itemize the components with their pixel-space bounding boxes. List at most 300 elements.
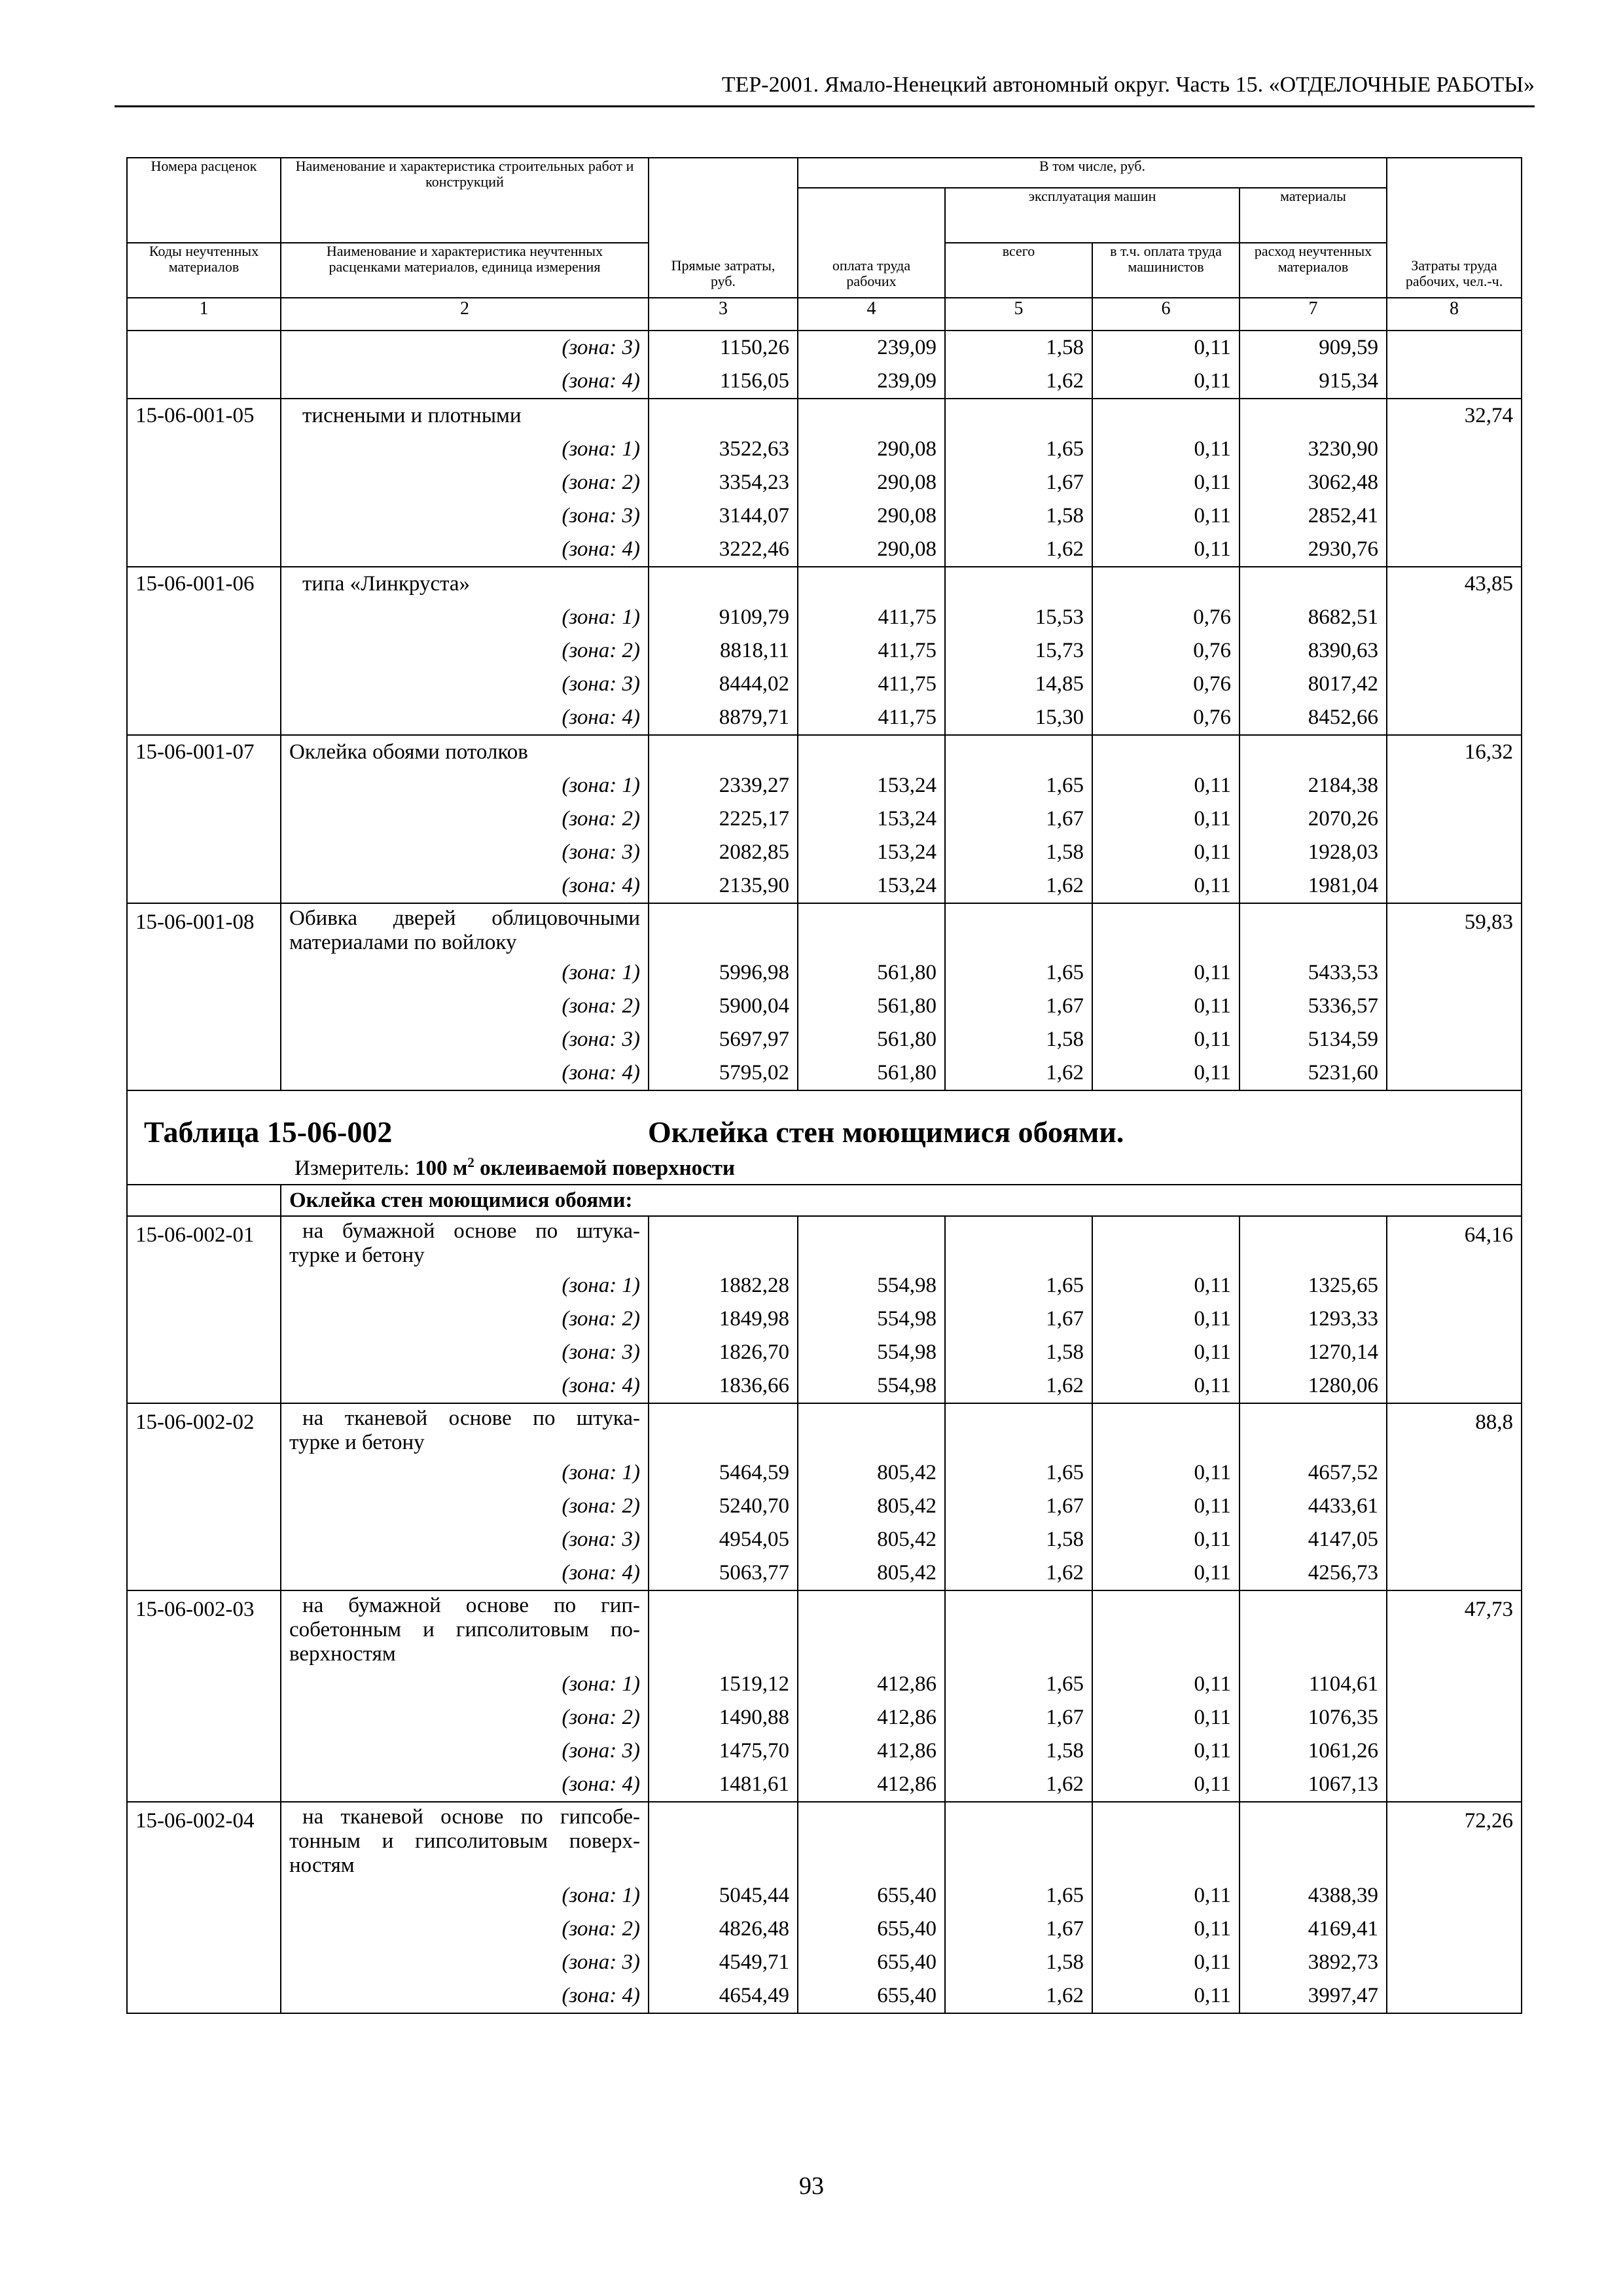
empty-cell bbox=[649, 567, 798, 601]
labor-pay-cell: 655,40 bbox=[798, 1879, 945, 1912]
machinist-pay-cell: 0,11 bbox=[1092, 990, 1240, 1023]
direct-cost-cell: 5464,59 bbox=[649, 1456, 798, 1490]
table-header bbox=[127, 158, 1522, 331]
rate-name bbox=[281, 567, 649, 601]
machinist-pay-cell: 0,11 bbox=[1092, 1979, 1240, 2013]
empty-cell bbox=[1092, 1403, 1240, 1456]
zone-cell: (зона: 4) bbox=[281, 533, 649, 567]
machinist-pay-cell: 0,11 bbox=[1092, 1701, 1240, 1734]
empty-cell bbox=[798, 567, 945, 601]
empty-cell bbox=[1240, 1590, 1387, 1668]
machines-total-cell: 1,67 bbox=[945, 1490, 1092, 1523]
materials-cell: 1293,33 bbox=[1240, 1302, 1387, 1336]
direct-cost-cell: 2135,90 bbox=[649, 869, 798, 903]
measure-value: 100 м bbox=[415, 1157, 468, 1180]
table-row bbox=[127, 1403, 1522, 1456]
rate-name bbox=[281, 1216, 649, 1269]
labor-pay-cell: 805,42 bbox=[798, 1490, 945, 1523]
table-row bbox=[127, 735, 1522, 769]
machinist-pay-cell: 0,76 bbox=[1092, 634, 1240, 668]
direct-cost-cell: 8818,11 bbox=[649, 634, 798, 668]
labor-pay-cell: 561,80 bbox=[798, 1056, 945, 1090]
direct-cost-cell: 4954,05 bbox=[649, 1523, 798, 1556]
direct-cost-cell: 3222,46 bbox=[649, 533, 798, 567]
table-row bbox=[127, 1023, 1522, 1056]
materials-cell: 1270,14 bbox=[1240, 1336, 1387, 1369]
machinist-pay-cell: 0,11 bbox=[1092, 869, 1240, 903]
table-row bbox=[127, 701, 1522, 735]
rate-name-line: на тканевой основе по штука- bbox=[302, 1407, 640, 1430]
empty-cell bbox=[798, 903, 945, 956]
direct-cost-cell: 1849,98 bbox=[649, 1302, 798, 1336]
table-row bbox=[127, 869, 1522, 903]
materials-cell: 5231,60 bbox=[1240, 1056, 1387, 1090]
header-col-2-top: Наименование и характеристика строительных работ и конструкций bbox=[281, 158, 649, 243]
labor-cost: 64,16 bbox=[1387, 1216, 1522, 1403]
labor-pay-cell: 290,08 bbox=[798, 499, 945, 533]
materials-cell: 1076,35 bbox=[1240, 1701, 1387, 1734]
machines-total-cell: 1,65 bbox=[945, 956, 1092, 990]
column-number: 5 bbox=[945, 298, 1092, 331]
zone-cell: (зона: 1) bbox=[281, 1668, 649, 1701]
table-row bbox=[127, 1668, 1522, 1701]
rate-name-line: Оклейка обоями потолков bbox=[289, 740, 528, 764]
materials-cell: 4147,05 bbox=[1240, 1523, 1387, 1556]
machinist-pay-cell: 0,11 bbox=[1092, 433, 1240, 466]
rate-name bbox=[281, 903, 649, 956]
empty-cell bbox=[649, 1216, 798, 1269]
table-row bbox=[127, 1556, 1522, 1590]
machines-total-cell: 1,62 bbox=[945, 1556, 1092, 1590]
labor-pay-cell: 655,40 bbox=[798, 1912, 945, 1946]
direct-cost-cell: 5900,04 bbox=[649, 990, 798, 1023]
machinist-pay-cell: 0,11 bbox=[1092, 836, 1240, 869]
machinist-pay-cell: 0,11 bbox=[1092, 466, 1240, 499]
direct-cost-cell: 4654,49 bbox=[649, 1979, 798, 2013]
table-row bbox=[127, 1490, 1522, 1523]
zone-cell: (зона: 4) bbox=[281, 1056, 649, 1090]
materials-cell: 8390,63 bbox=[1240, 634, 1387, 668]
direct-cost-cell: 5063,77 bbox=[649, 1556, 798, 1590]
rate-code: 15-06-001-05 bbox=[127, 399, 281, 567]
materials-cell: 2930,76 bbox=[1240, 533, 1387, 567]
labor-pay-cell: 554,98 bbox=[798, 1302, 945, 1336]
rate-group bbox=[127, 903, 1522, 1090]
zone-cell: (зона: 2) bbox=[281, 1912, 649, 1946]
materials-cell: 4657,52 bbox=[1240, 1456, 1387, 1490]
machinist-pay-cell: 0,11 bbox=[1092, 769, 1240, 802]
empty-cell bbox=[1092, 1590, 1240, 1668]
empty-cell bbox=[649, 1802, 798, 1879]
machinist-pay-cell: 0,76 bbox=[1092, 701, 1240, 735]
measure-suffix: оклеиваемой поверхности bbox=[474, 1157, 735, 1180]
empty-cell bbox=[1240, 903, 1387, 956]
table-row bbox=[127, 466, 1522, 499]
machinist-pay-cell: 0,11 bbox=[1092, 1946, 1240, 1979]
labor-cost: 72,26 bbox=[1387, 1802, 1522, 2013]
empty-cell bbox=[1240, 399, 1387, 433]
table-row bbox=[127, 399, 1522, 433]
rate-name-line: турке и бетону bbox=[289, 1431, 425, 1454]
materials-cell: 3230,90 bbox=[1240, 433, 1387, 466]
rate-name-line: типа «Линкруста» bbox=[302, 572, 471, 596]
direct-cost-cell: 1836,66 bbox=[649, 1369, 798, 1403]
rate-code: 15-06-001-06 bbox=[127, 567, 281, 735]
labor-cost: 88,8 bbox=[1387, 1403, 1522, 1590]
section2-heading bbox=[127, 1090, 1522, 1216]
table-row bbox=[127, 1056, 1522, 1090]
machinist-pay-cell: 0,11 bbox=[1092, 1912, 1240, 1946]
labor-cost: 43,85 bbox=[1387, 567, 1522, 735]
table-row bbox=[127, 836, 1522, 869]
zone-cell: (зона: 2) bbox=[281, 990, 649, 1023]
rate-code: 15-06-002-04 bbox=[127, 1802, 281, 2013]
rate-name bbox=[281, 1590, 649, 1668]
machinist-pay-cell: 0,11 bbox=[1092, 1336, 1240, 1369]
header-col-3: Прямые затраты, руб. bbox=[649, 158, 798, 298]
code-cell bbox=[127, 331, 281, 365]
direct-cost-cell: 2339,27 bbox=[649, 769, 798, 802]
empty-cell bbox=[945, 567, 1092, 601]
zone-cell: (зона: 4) bbox=[281, 365, 649, 399]
machines-total-cell: 1,65 bbox=[945, 1668, 1092, 1701]
labor-pay-cell: 554,98 bbox=[798, 1269, 945, 1302]
machines-total-cell: 1,62 bbox=[945, 1768, 1092, 1802]
rate-name-line: на тканевой основе по гипсобе- bbox=[302, 1805, 640, 1829]
code-cell bbox=[127, 365, 281, 399]
zone-cell: (зона: 4) bbox=[281, 869, 649, 903]
zone-cell: (зона: 4) bbox=[281, 1556, 649, 1590]
materials-cell: 8452,66 bbox=[1240, 701, 1387, 735]
zone-cell: (зона: 3) bbox=[281, 1523, 649, 1556]
machines-total-cell: 1,67 bbox=[945, 466, 1092, 499]
value-cell: 0,11 bbox=[1092, 331, 1240, 365]
empty-cell bbox=[1092, 1802, 1240, 1879]
value-cell: 1,58 bbox=[945, 331, 1092, 365]
table-row bbox=[127, 903, 1522, 956]
table-row bbox=[127, 533, 1522, 567]
value-cell: 239,09 bbox=[798, 365, 945, 399]
direct-cost-cell: 1475,70 bbox=[649, 1734, 798, 1768]
zone-cell: (зона: 2) bbox=[281, 1490, 649, 1523]
continued-rows bbox=[127, 331, 1522, 399]
labor-pay-cell: 411,75 bbox=[798, 668, 945, 701]
header-col-7: расход неучтенных материалов bbox=[1240, 243, 1387, 298]
table-row bbox=[127, 1879, 1522, 1912]
machinist-pay-cell: 0,11 bbox=[1092, 1369, 1240, 1403]
labor-pay-cell: 290,08 bbox=[798, 466, 945, 499]
table-row bbox=[127, 668, 1522, 701]
empty-cell bbox=[945, 1216, 1092, 1269]
table-row bbox=[127, 1701, 1522, 1734]
rate-name-line: материалами по войлоку bbox=[289, 931, 517, 954]
machines-total-cell: 1,67 bbox=[945, 802, 1092, 836]
materials-cell: 8017,42 bbox=[1240, 668, 1387, 701]
labor-pay-cell: 554,98 bbox=[798, 1369, 945, 1403]
rate-group bbox=[127, 1216, 1522, 1403]
empty-cell bbox=[945, 1802, 1092, 1879]
table-row bbox=[127, 1802, 1522, 1879]
direct-cost-cell: 4549,71 bbox=[649, 1946, 798, 1979]
direct-cost-cell: 3144,07 bbox=[649, 499, 798, 533]
labor-pay-cell: 153,24 bbox=[798, 836, 945, 869]
empty-cell bbox=[1092, 903, 1240, 956]
measure-sup: 2 bbox=[467, 1155, 474, 1170]
machines-total-cell: 1,58 bbox=[945, 1336, 1092, 1369]
section2-subheading: Оклейка стен моющимися обоями: bbox=[281, 1185, 1522, 1216]
table-row bbox=[127, 1302, 1522, 1336]
table-row bbox=[127, 365, 1522, 399]
header-col-1-bottom: Коды неучтенных материалов bbox=[127, 243, 281, 298]
table-row bbox=[127, 1269, 1522, 1302]
direct-cost-cell: 5045,44 bbox=[649, 1879, 798, 1912]
direct-cost-cell: 1882,28 bbox=[649, 1269, 798, 1302]
labor-pay-cell: 805,42 bbox=[798, 1556, 945, 1590]
empty-cell bbox=[1092, 735, 1240, 769]
direct-cost-cell: 1826,70 bbox=[649, 1336, 798, 1369]
labor-pay-cell: 655,40 bbox=[798, 1979, 945, 2013]
zone-cell: (зона: 3) bbox=[281, 668, 649, 701]
header-col-8: Затраты труда рабочих, чел.-ч. bbox=[1387, 158, 1522, 298]
machines-total-cell: 1,62 bbox=[945, 1369, 1092, 1403]
machinist-pay-cell: 0,11 bbox=[1092, 1302, 1240, 1336]
labor-cost: 16,32 bbox=[1387, 735, 1522, 903]
machines-total-cell: 1,62 bbox=[945, 1979, 1092, 2013]
value-cell: 1150,26 bbox=[649, 331, 798, 365]
machinist-pay-cell: 0,11 bbox=[1092, 1456, 1240, 1490]
empty-cell bbox=[1240, 567, 1387, 601]
empty-cell bbox=[798, 735, 945, 769]
machinist-pay-cell: 0,76 bbox=[1092, 601, 1240, 634]
labor-pay-cell: 655,40 bbox=[798, 1946, 945, 1979]
zone-cell: (зона: 3) bbox=[281, 1734, 649, 1768]
machines-total-cell: 1,58 bbox=[945, 1023, 1092, 1056]
table-row bbox=[127, 331, 1522, 365]
machines-total-cell: 1,58 bbox=[945, 499, 1092, 533]
labor-pay-cell: 411,75 bbox=[798, 701, 945, 735]
zone-cell: (зона: 3) bbox=[281, 1946, 649, 1979]
value-cell: 1156,05 bbox=[649, 365, 798, 399]
rate-name-line: ностям bbox=[289, 1854, 355, 1877]
machinist-pay-cell: 0,11 bbox=[1092, 1023, 1240, 1056]
labor-pay-cell: 153,24 bbox=[798, 769, 945, 802]
machines-total-cell: 1,65 bbox=[945, 433, 1092, 466]
materials-cell: 3062,48 bbox=[1240, 466, 1387, 499]
rate-group bbox=[127, 735, 1522, 903]
materials-cell: 3892,73 bbox=[1240, 1946, 1387, 1979]
materials-cell: 2070,26 bbox=[1240, 802, 1387, 836]
labor-cost: 47,73 bbox=[1387, 1590, 1522, 1802]
rate-name-line: собетонным и гипсолитовым по- bbox=[289, 1618, 640, 1641]
machinist-pay-cell: 0,11 bbox=[1092, 956, 1240, 990]
machines-total-cell: 1,58 bbox=[945, 1523, 1092, 1556]
labor-cell bbox=[1387, 331, 1522, 365]
zone-cell: (зона: 1) bbox=[281, 769, 649, 802]
rate-code: 15-06-001-07 bbox=[127, 735, 281, 903]
column-number: 7 bbox=[1240, 298, 1387, 331]
machines-total-cell: 1,58 bbox=[945, 1946, 1092, 1979]
machinist-pay-cell: 0,11 bbox=[1092, 1269, 1240, 1302]
rate-code: 15-06-001-08 bbox=[127, 903, 281, 1090]
labor-pay-cell: 805,42 bbox=[798, 1456, 945, 1490]
header-col-2-bottom: Наименование и характеристика неучтенных расценками материалов, единица измерения bbox=[281, 243, 649, 298]
empty-cell bbox=[1240, 1216, 1387, 1269]
rate-name bbox=[281, 399, 649, 433]
column-number: 3 bbox=[649, 298, 798, 331]
value-cell: 1,62 bbox=[945, 365, 1092, 399]
rate-code: 15-06-002-03 bbox=[127, 1590, 281, 1802]
machines-total-cell: 1,62 bbox=[945, 869, 1092, 903]
zone-cell: (зона: 1) bbox=[281, 601, 649, 634]
empty-cell bbox=[1240, 1403, 1387, 1456]
direct-cost-cell: 5697,97 bbox=[649, 1023, 798, 1056]
machinist-pay-cell: 0,11 bbox=[1092, 1556, 1240, 1590]
table-label: Таблица 15-06-002 bbox=[144, 1115, 393, 1149]
machines-total-cell: 1,62 bbox=[945, 1056, 1092, 1090]
zone-cell: (зона: 2) bbox=[281, 634, 649, 668]
machines-total-cell: 15,30 bbox=[945, 701, 1092, 735]
zone-cell: (зона: 3) bbox=[281, 1023, 649, 1056]
direct-cost-cell: 1519,12 bbox=[649, 1668, 798, 1701]
header-col-5: всего bbox=[945, 243, 1092, 298]
direct-cost-cell: 2082,85 bbox=[649, 836, 798, 869]
empty-cell bbox=[1092, 399, 1240, 433]
empty-cell bbox=[798, 399, 945, 433]
materials-cell: 5433,53 bbox=[1240, 956, 1387, 990]
labor-pay-cell: 411,75 bbox=[798, 634, 945, 668]
empty-cell bbox=[945, 399, 1092, 433]
zone-cell: (зона: 4) bbox=[281, 701, 649, 735]
table-row bbox=[127, 499, 1522, 533]
zone-cell: (зона: 4) bbox=[281, 1369, 649, 1403]
empty-cell bbox=[1092, 567, 1240, 601]
materials-cell: 8682,51 bbox=[1240, 601, 1387, 634]
direct-cost-cell: 1481,61 bbox=[649, 1768, 798, 1802]
machines-total-cell: 1,67 bbox=[945, 1701, 1092, 1734]
machinist-pay-cell: 0,11 bbox=[1092, 802, 1240, 836]
direct-cost-cell: 3354,23 bbox=[649, 466, 798, 499]
labor-pay-cell: 412,86 bbox=[798, 1734, 945, 1768]
zone-cell: (зона: 1) bbox=[281, 1879, 649, 1912]
zone-cell: (зона: 3) bbox=[281, 331, 649, 365]
empty-cell bbox=[798, 1802, 945, 1879]
header-col-6: в т.ч. оплата труда машинистов bbox=[1092, 243, 1240, 298]
direct-cost-cell: 5996,98 bbox=[649, 956, 798, 990]
labor-pay-cell: 561,80 bbox=[798, 956, 945, 990]
table-row bbox=[127, 802, 1522, 836]
zone-cell: (зона: 3) bbox=[281, 836, 649, 869]
zone-cell: (зона: 4) bbox=[281, 1768, 649, 1802]
empty-cell bbox=[945, 735, 1092, 769]
direct-cost-cell: 1490,88 bbox=[649, 1701, 798, 1734]
rate-name-line: турке и бетону bbox=[289, 1244, 425, 1267]
table-row bbox=[127, 601, 1522, 634]
machines-total-cell: 1,65 bbox=[945, 1456, 1092, 1490]
table-row bbox=[127, 1369, 1522, 1403]
rates-table bbox=[126, 157, 1522, 2014]
section2-title-line bbox=[144, 1115, 1513, 1149]
rate-name-line: тонным и гипсолитовым поверх- bbox=[289, 1829, 640, 1853]
zone-cell: (зона: 4) bbox=[281, 1979, 649, 2013]
rate-name bbox=[281, 735, 649, 769]
rate-name-line: тиснеными и плотными bbox=[302, 404, 522, 427]
empty-cell bbox=[649, 399, 798, 433]
measure-prefix: Измеритель: bbox=[294, 1157, 416, 1180]
value-cell: 0,11 bbox=[1092, 365, 1240, 399]
machinist-pay-cell: 0,11 bbox=[1092, 499, 1240, 533]
machines-total-cell: 1,58 bbox=[945, 1734, 1092, 1768]
rate-name-line: Обивка дверей облицовочными bbox=[289, 906, 640, 930]
empty-cell bbox=[945, 1590, 1092, 1668]
empty-cell bbox=[1240, 735, 1387, 769]
table-row bbox=[127, 1768, 1522, 1802]
materials-cell: 1981,04 bbox=[1240, 869, 1387, 903]
machinist-pay-cell: 0,76 bbox=[1092, 668, 1240, 701]
empty-cell bbox=[798, 1216, 945, 1269]
materials-cell: 1928,03 bbox=[1240, 836, 1387, 869]
machinist-pay-cell: 0,11 bbox=[1092, 533, 1240, 567]
machines-total-cell: 1,65 bbox=[945, 1879, 1092, 1912]
labor-pay-cell: 805,42 bbox=[798, 1523, 945, 1556]
zone-cell: (зона: 1) bbox=[281, 956, 649, 990]
table-row bbox=[127, 433, 1522, 466]
zone-cell: (зона: 2) bbox=[281, 802, 649, 836]
labor-cost: 59,83 bbox=[1387, 903, 1522, 1090]
materials-cell: 1104,61 bbox=[1240, 1668, 1387, 1701]
machines-total-cell: 1,65 bbox=[945, 769, 1092, 802]
empty-cell bbox=[649, 735, 798, 769]
column-number: 1 bbox=[127, 298, 281, 331]
machines-total-cell: 1,67 bbox=[945, 1302, 1092, 1336]
materials-cell: 2852,41 bbox=[1240, 499, 1387, 533]
table-row bbox=[127, 1979, 1522, 2013]
labor-pay-cell: 412,86 bbox=[798, 1701, 945, 1734]
direct-cost-cell: 9109,79 bbox=[649, 601, 798, 634]
labor-pay-cell: 561,80 bbox=[798, 1023, 945, 1056]
machines-total-cell: 14,85 bbox=[945, 668, 1092, 701]
machines-total-cell: 15,73 bbox=[945, 634, 1092, 668]
labor-pay-cell: 412,86 bbox=[798, 1668, 945, 1701]
empty-cell bbox=[798, 1403, 945, 1456]
page-number: 93 bbox=[799, 2172, 824, 2200]
machines-total-cell: 15,53 bbox=[945, 601, 1092, 634]
empty-cell bbox=[945, 903, 1092, 956]
empty-cell bbox=[1240, 1802, 1387, 1879]
materials-cell: 1280,06 bbox=[1240, 1369, 1387, 1403]
machinist-pay-cell: 0,11 bbox=[1092, 1523, 1240, 1556]
zone-cell: (зона: 1) bbox=[281, 1269, 649, 1302]
labor-cell bbox=[1387, 365, 1522, 399]
rate-code: 15-06-002-01 bbox=[127, 1216, 281, 1403]
labor-pay-cell: 290,08 bbox=[798, 433, 945, 466]
labor-pay-cell: 412,86 bbox=[798, 1768, 945, 1802]
column-number: 6 bbox=[1092, 298, 1240, 331]
rate-code: 15-06-002-02 bbox=[127, 1403, 281, 1590]
table-row bbox=[127, 1946, 1522, 1979]
labor-pay-cell: 554,98 bbox=[798, 1336, 945, 1369]
header-machines: эксплуатация машин bbox=[945, 188, 1240, 243]
labor-cost: 32,74 bbox=[1387, 399, 1522, 567]
rate-group bbox=[127, 1802, 1522, 2013]
materials-cell: 4169,41 bbox=[1240, 1912, 1387, 1946]
direct-cost-cell: 8879,71 bbox=[649, 701, 798, 735]
empty-cell bbox=[798, 1590, 945, 1668]
value-cell: 915,34 bbox=[1240, 365, 1387, 399]
zone-cell: (зона: 1) bbox=[281, 433, 649, 466]
zone-cell: (зона: 2) bbox=[281, 1302, 649, 1336]
machinist-pay-cell: 0,11 bbox=[1092, 1668, 1240, 1701]
rate-name-line: на бумажной основе по штука- bbox=[302, 1219, 640, 1243]
